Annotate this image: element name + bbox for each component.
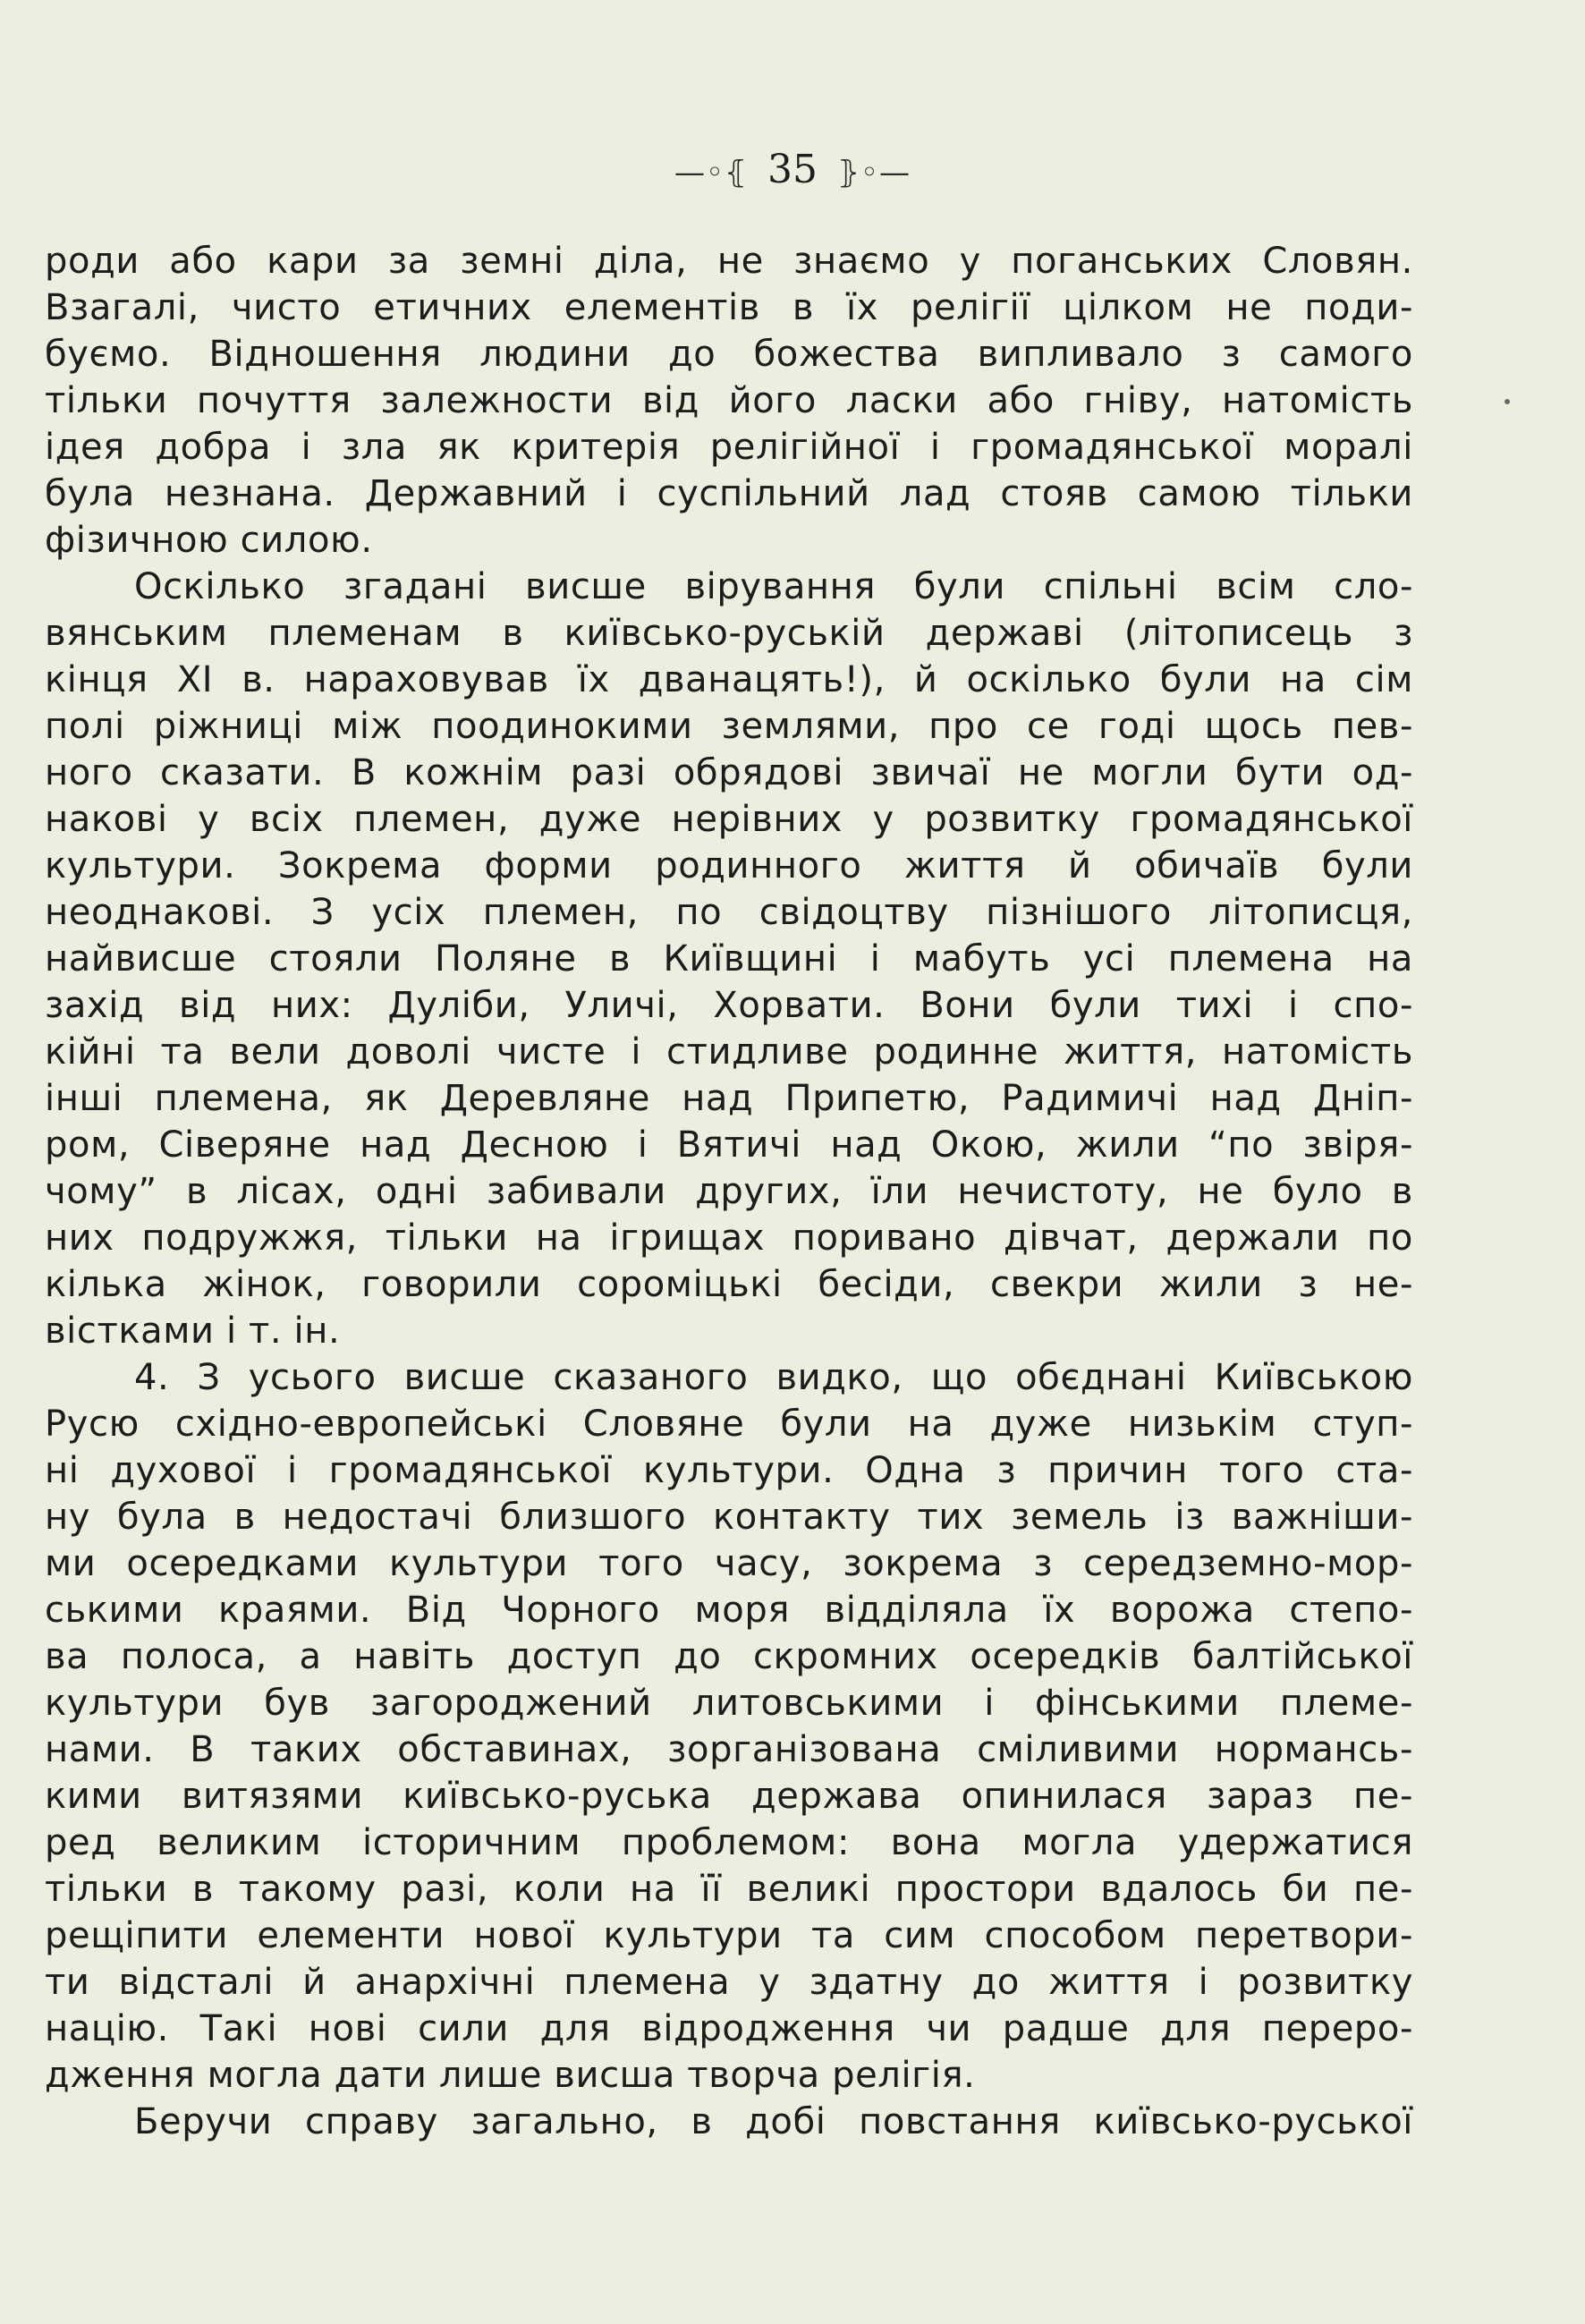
text-line: Русю східно-европейські Словяне були на дуже низькім ступ- [45, 1404, 1413, 1445]
text-line: культури був загороджений литовськими і фінськими племе- [45, 1683, 1413, 1724]
text-line: ідея добра і зла як критерія релігійної і громадянської моралі [45, 427, 1413, 468]
text-line: ми осередками культури того часу, зокрема з середземно-мор- [45, 1543, 1413, 1584]
text-line: ти відсталі й анархічні племена у здатну до життя і розвитку [45, 1962, 1413, 2003]
text-line: полі ріжниці між поодинокими землями, про се годі щось пев- [45, 706, 1413, 747]
text-line: ром, Сіверяне над Десною і Вятичі над Окою, жили “по звіря- [45, 1124, 1413, 1166]
text-line: чому” в лісах, одні забивали других, їли нечистоту, не було в [45, 1171, 1413, 1212]
text-line: ні духової і громадянської культури. Одна з причин того ста- [45, 1450, 1413, 1491]
text-line: роди або кари за земні діла, не знаємо у поганських Словян. [45, 241, 1413, 282]
text-line: ного сказати. В кожнім разі обрядові звичаї не могли бути од- [45, 752, 1413, 793]
header-ornament-left: —◦⦃ [674, 155, 748, 191]
text-line: них подружжя, тільки на ігрищах поривано дівчат, держали по [45, 1217, 1413, 1259]
text-line: інші племена, як Деревляне над Припетю, Радимичі над Дніп- [45, 1078, 1413, 1119]
text-line: кійні та вели доволі чисте і стидливе родинне життя, натомість [45, 1031, 1413, 1073]
text-line: неоднакові. З усіх племен, по свідоцтву пізнішого літописця, [45, 892, 1413, 933]
text-line: ськими краями. Від Чорного моря відділяла їх ворожа степо- [45, 1590, 1413, 1631]
text-line: Беручи справу загально, в добі повстання київсько-руської [134, 2101, 1413, 2142]
text-line: найвисше стояли Поляне в Київщині і мабуть усі племена на [45, 938, 1413, 980]
text-line: Оскілько згадані висше вірування були спільні всім сло- [134, 566, 1413, 607]
text-line: ну була в недостачі близшого контакту тих земель із важніши- [45, 1497, 1413, 1538]
text-line: була незнана. Державний і суспільний лад стояв самою тільки [45, 473, 1413, 514]
text-line: накові у всіх племен, дуже нерівних у розвитку громадянської [45, 799, 1413, 840]
page-header [0, 143, 1585, 199]
text-line: кими витязями київсько-руська держава опинилася зараз пе- [45, 1776, 1413, 1817]
text-line: рещіпити елементи нової культури та сим способом перетвори- [45, 1915, 1413, 1956]
text-line: кілька жінок, говорили сороміцькі бесіди, свекри жили з не- [45, 1264, 1413, 1305]
text-line: нами. В таких обставинах, зорганізована сміливими норманcь- [45, 1729, 1413, 1770]
text-line: ред великим історичним проблемом: вона могла удержатися [45, 1822, 1413, 1863]
text-line: захід від них: Дуліби, Уличі, Хорвати. Вони були тихі і спо- [45, 985, 1413, 1026]
body-text [45, 238, 1413, 2145]
text-line: ва полоса, а навіть доступ до скромних осередків балтійської [45, 1636, 1413, 1677]
text-line: націю. Такі нові сили для відродження чи радше для переро- [45, 2008, 1413, 2049]
text-line: буємо. Відношення людини до божества випливало з самого [45, 334, 1413, 375]
text-line: фізичною силою. [45, 520, 373, 561]
text-line: культури. Зокрема форми родинного життя й обичаїв були [45, 845, 1413, 886]
text-line: вянським племенам в київсько-руській державі (літописець з [45, 613, 1413, 654]
text-line: Взагалі, чисто етичних елементів в їх релігії цілком не поди- [45, 287, 1413, 328]
text-line: дження могла дати лише висша творча релігія. [45, 2055, 976, 2096]
text-line: кінця XI в. нараховував їх дванацять!), й оскілько були на сім [45, 659, 1413, 700]
text-line: тільки в такому разі, коли на її великі простори вдалось би пе- [45, 1869, 1413, 1910]
header-ornament-right: ⦄◦— [837, 155, 911, 191]
print-speck [1504, 399, 1510, 404]
text-line: вістками і т. ін. [45, 1310, 341, 1352]
page-number: 35 [767, 147, 818, 192]
text-line: 4. З усього висше сказаного видко, що обєднані Київською [134, 1357, 1413, 1398]
text-line: тільки почуття залежности від його ласки або гніву, натомість [45, 380, 1413, 421]
